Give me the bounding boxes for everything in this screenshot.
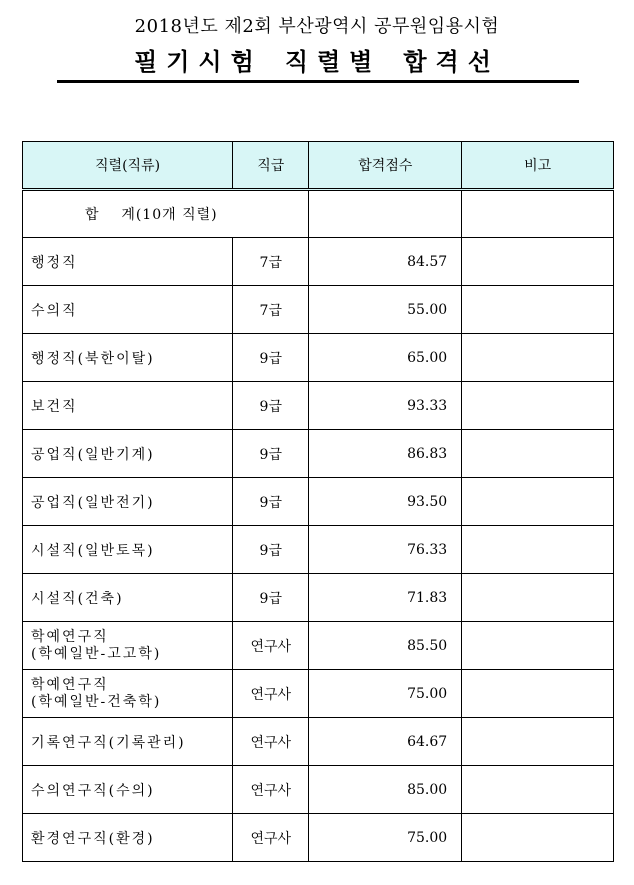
page-subtitle xyxy=(0,42,634,77)
table-header-row xyxy=(23,142,614,190)
table-row xyxy=(23,334,614,382)
position-name: 기록연구직(기록관리) xyxy=(31,734,186,751)
page-title: 2018년도 제2회 부산광역시 공무원임용시험 xyxy=(134,16,500,37)
position-name-cell xyxy=(23,334,233,382)
grade-cell: 7급 xyxy=(233,238,309,286)
position-name: 행정직 xyxy=(31,254,78,271)
note-cell xyxy=(462,382,614,430)
grade-cell: 7급 xyxy=(233,286,309,334)
position-name-cell xyxy=(23,478,233,526)
score-cell: 71.83 xyxy=(309,574,462,622)
note-cell xyxy=(462,286,614,334)
score-cell: 84.57 xyxy=(309,238,462,286)
note-cell xyxy=(462,622,614,670)
table-row xyxy=(23,622,614,670)
position-name: 시설직(건축) xyxy=(31,590,124,607)
table-row xyxy=(23,670,614,718)
score-cell: 93.50 xyxy=(309,478,462,526)
grade-cell: 연구사 xyxy=(233,622,309,670)
position-name-cell xyxy=(23,238,233,286)
score-cell: 93.33 xyxy=(309,382,462,430)
position-name: 시설직(일반토목) xyxy=(31,542,155,559)
note-cell xyxy=(462,718,614,766)
cutoff-table xyxy=(22,141,614,862)
table-row xyxy=(23,286,614,334)
position-name-cell xyxy=(23,622,233,670)
total-note-cell xyxy=(462,190,614,238)
subtitle-part: 필기시험 xyxy=(134,48,263,76)
total-label: 합 계(10개 직렬) xyxy=(23,190,309,238)
note-cell xyxy=(462,814,614,862)
position-name-cell xyxy=(23,574,233,622)
position-name-cell xyxy=(23,286,233,334)
grade-cell: 연구사 xyxy=(233,718,309,766)
total-score-cell xyxy=(309,190,462,238)
table-row xyxy=(23,478,614,526)
position-name: 보건직 xyxy=(31,398,78,415)
score-cell: 75.00 xyxy=(309,814,462,862)
table-row xyxy=(23,382,614,430)
note-cell xyxy=(462,238,614,286)
column-header: 직급 xyxy=(233,142,309,190)
subtitle-part: 직렬별 xyxy=(284,48,382,76)
note-cell xyxy=(462,478,614,526)
position-name: 공업직(일반전기) xyxy=(31,494,155,511)
grade-cell: 연구사 xyxy=(233,766,309,814)
grade-cell: 9급 xyxy=(233,526,309,574)
note-cell xyxy=(462,670,614,718)
position-name-cell xyxy=(23,766,233,814)
position-name: 수의직 xyxy=(31,302,78,319)
score-cell: 55.00 xyxy=(309,286,462,334)
note-cell xyxy=(462,574,614,622)
grade-cell: 9급 xyxy=(233,382,309,430)
score-cell: 85.50 xyxy=(309,622,462,670)
table-row xyxy=(23,574,614,622)
table-row xyxy=(23,814,614,862)
table-row xyxy=(23,526,614,574)
grade-cell: 연구사 xyxy=(233,670,309,718)
position-name-cell xyxy=(23,382,233,430)
table-row xyxy=(23,430,614,478)
position-name-cell xyxy=(23,814,233,862)
grade-cell: 9급 xyxy=(233,430,309,478)
grade-cell: 9급 xyxy=(233,478,309,526)
total-row xyxy=(23,190,614,238)
position-name-cell xyxy=(23,670,233,718)
table-row xyxy=(23,766,614,814)
position-name: 행정직(북한이탈) xyxy=(31,350,155,367)
position-name-cell xyxy=(23,526,233,574)
position-name: 공업직(일반기계) xyxy=(31,446,155,463)
column-header: 비고 xyxy=(462,142,614,190)
position-name-cell xyxy=(23,430,233,478)
score-cell: 75.00 xyxy=(309,670,462,718)
position-name-cell xyxy=(23,718,233,766)
note-cell xyxy=(462,430,614,478)
table-row xyxy=(23,718,614,766)
position-name: 학예연구직 xyxy=(31,676,109,693)
title-underline xyxy=(57,80,579,83)
score-cell: 86.83 xyxy=(309,430,462,478)
note-cell xyxy=(462,526,614,574)
grade-cell: 9급 xyxy=(233,574,309,622)
score-cell: 65.00 xyxy=(309,334,462,382)
position-name: (학예일반-고고학) xyxy=(31,645,162,662)
position-name: 학예연구직 xyxy=(31,628,109,645)
score-cell: 76.33 xyxy=(309,526,462,574)
grade-cell: 9급 xyxy=(233,334,309,382)
column-header: 합격점수 xyxy=(309,142,462,190)
column-header: 직렬(직류) xyxy=(23,142,233,190)
position-name: (학예일반-건축학) xyxy=(31,693,162,710)
position-name: 환경연구직(환경) xyxy=(31,830,155,847)
note-cell xyxy=(462,766,614,814)
score-cell: 85.00 xyxy=(309,766,462,814)
table-row xyxy=(23,238,614,286)
grade-cell: 연구사 xyxy=(233,814,309,862)
position-name: 수의연구직(수의) xyxy=(31,782,155,799)
subtitle-part: 합격선 xyxy=(403,48,500,76)
score-cell: 64.67 xyxy=(309,718,462,766)
note-cell xyxy=(462,334,614,382)
